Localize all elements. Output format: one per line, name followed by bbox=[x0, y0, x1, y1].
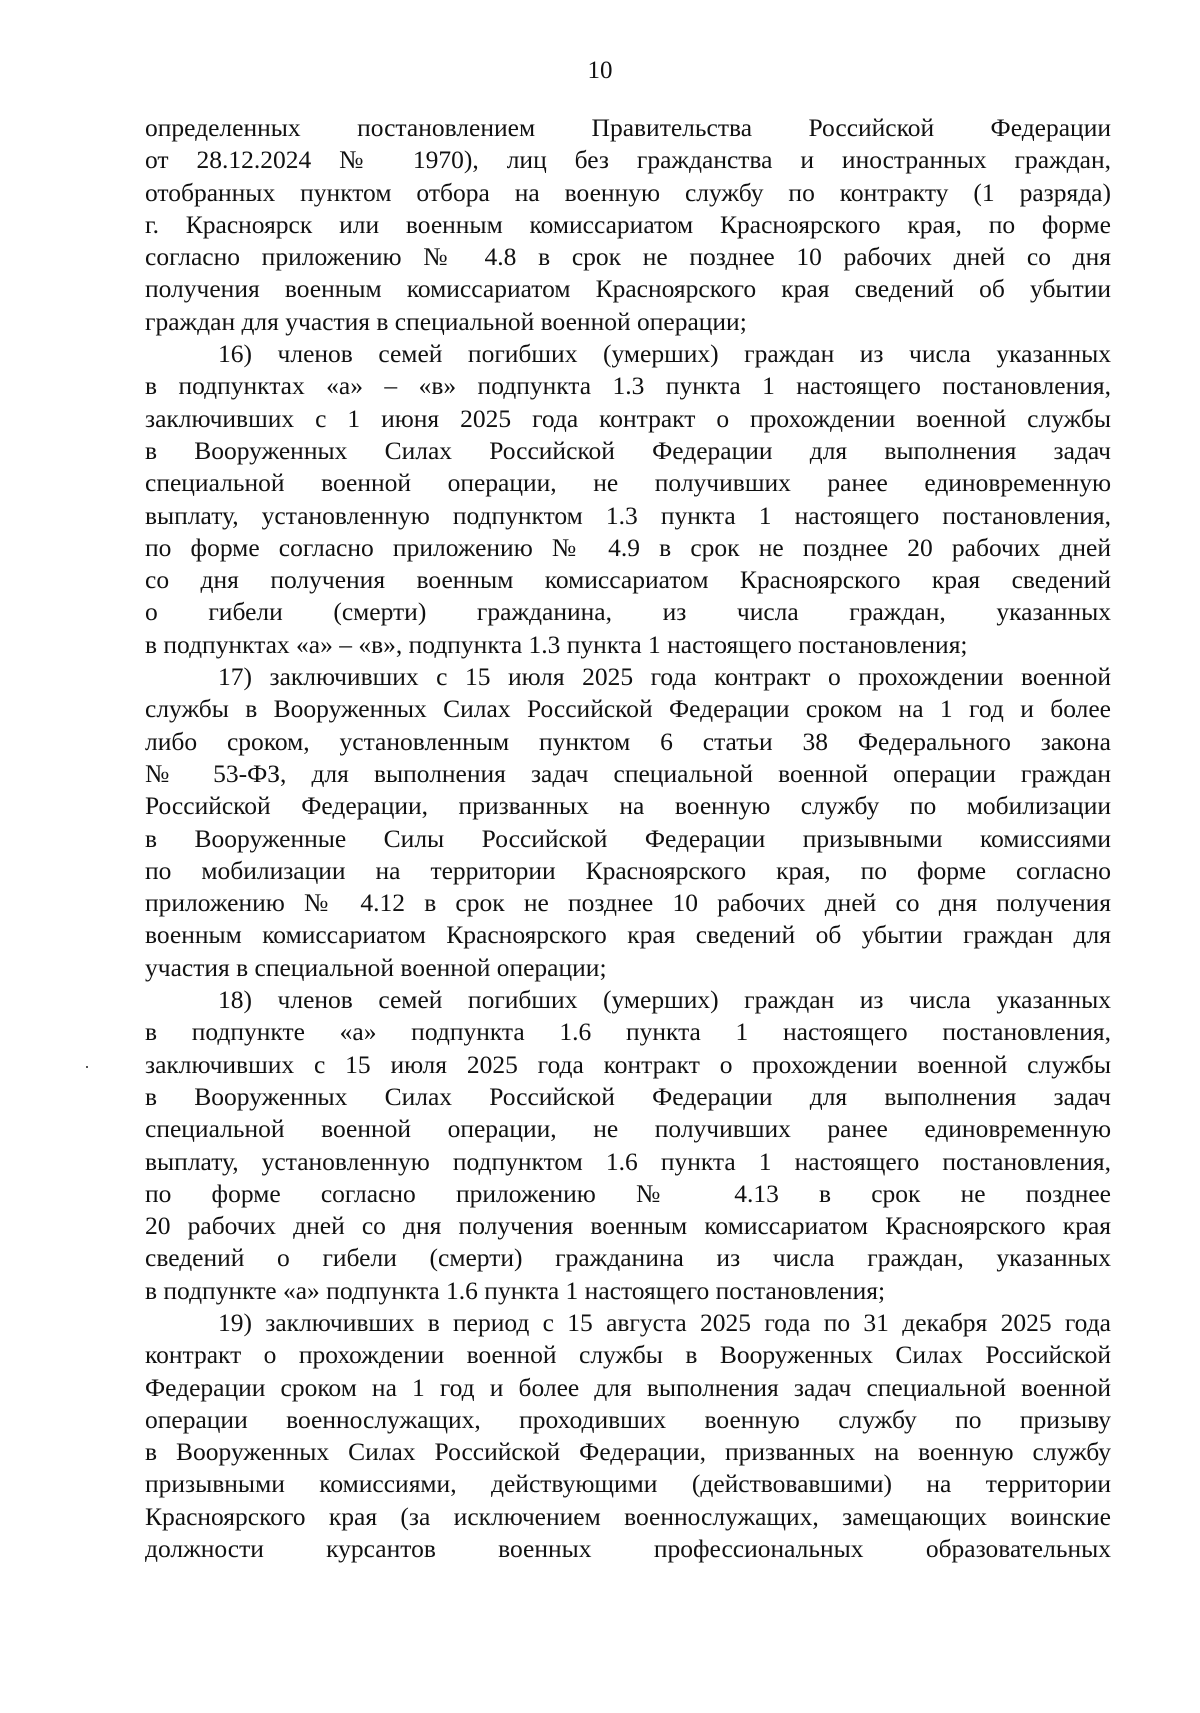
text-line: со дня получения военным комиссариатом Красноярского края сведений bbox=[145, 565, 1111, 595]
text-line: либо сроком, установленным пунктом 6 статьи 38 Федерального закона bbox=[145, 726, 1111, 756]
text-line: 19) заключивших в период с 15 августа 2025 года по 31 декабря 2025 года bbox=[218, 1307, 1111, 1337]
text-line: в подпункте «а» подпункта 1.6 пункта 1 настоящего постановления, bbox=[145, 1017, 1111, 1047]
text-line: призывными комиссиями, действующими (действовавшими) на территории bbox=[145, 1469, 1111, 1499]
text-line: контракт о прохождении военной службы в Вооруженных Силах Российской bbox=[145, 1340, 1111, 1370]
text-line: в подпунктах «а» – «в» подпункта 1.3 пункта 1 настоящего постановления, bbox=[145, 371, 1111, 401]
page-number: 10 bbox=[587, 57, 613, 84]
paragraph-item-17 bbox=[145, 661, 1111, 984]
text-line: 20 рабочих дней со дня получения военным комиссариатом Красноярского края bbox=[145, 1211, 1111, 1241]
scan-speck bbox=[86, 1066, 88, 1068]
text-line: специальной военной операции, не получивших ранее единовременную bbox=[145, 468, 1111, 498]
text-line: № 53-ФЗ, для выполнения задач специальной военной операции граждан bbox=[145, 758, 1111, 788]
text-line: в Вооруженных Силах Российской Федерации, призванных на военную службу bbox=[145, 1437, 1111, 1467]
text-line: в Вооруженных Силах Российской Федерации для выполнения задач bbox=[145, 435, 1111, 465]
document-body bbox=[145, 112, 1111, 1565]
text-line: по форме согласно приложению № 4.13 в срок не позднее bbox=[145, 1178, 1111, 1208]
text-line: Российской Федерации, призванных на военную службу по мобилизации bbox=[145, 791, 1111, 821]
text-line: от 28.12.2024 № 1970), лиц без гражданства и иностранных граждан, bbox=[145, 145, 1111, 175]
text-line: военным комиссариатом Красноярского края сведений об убытии граждан для bbox=[145, 920, 1111, 950]
paragraph-item-16 bbox=[145, 338, 1111, 661]
text-line: по мобилизации на территории Красноярского края, по форме согласно bbox=[145, 855, 1111, 885]
text-line: приложению № 4.12 в срок не позднее 10 рабочих дней со дня получения bbox=[145, 888, 1111, 918]
text-line: 17) заключивших с 15 июля 2025 года контракт о прохождении военной bbox=[218, 662, 1111, 692]
text-line: по форме согласно приложению № 4.9 в срок не позднее 20 рабочих дней bbox=[145, 532, 1111, 562]
text-line: согласно приложению № 4.8 в срок не позднее 10 рабочих дней со дня bbox=[145, 242, 1111, 272]
text-line: определенных постановлением Правительства Российской Федерации bbox=[145, 113, 1111, 142]
text-line: отобранных пунктом отбора на военную службу по контракту (1 разряда) bbox=[145, 177, 1111, 207]
paragraph-item-18 bbox=[145, 984, 1111, 1307]
text-line: заключивших с 1 июня 2025 года контракт о прохождении военной службы bbox=[145, 403, 1111, 433]
text-line: 16) членов семей погибших (умерших) граждан из числа указанных bbox=[218, 339, 1111, 369]
text-line: выплату, установленную подпунктом 1.3 пункта 1 настоящего постановления, bbox=[145, 500, 1111, 530]
text-line: специальной военной операции, не получивших ранее единовременную bbox=[145, 1114, 1111, 1144]
paragraph-item-19 bbox=[145, 1307, 1111, 1565]
text-line: 18) членов семей погибших (умерших) граждан из числа указанных bbox=[218, 985, 1111, 1015]
text-line: Красноярского края (за исключением военнослужащих, замещающих воинские bbox=[145, 1501, 1111, 1531]
text-line: выплату, установленную подпунктом 1.6 пункта 1 настоящего постановления, bbox=[145, 1146, 1111, 1176]
text-line: службы в Вооруженных Силах Российской Федерации сроком на 1 год и более bbox=[145, 694, 1111, 724]
text-line: получения военным комиссариатом Красноярского края сведений об убытии bbox=[145, 274, 1111, 304]
text-line: о гибели (смерти) гражданина, из числа граждан, указанных bbox=[145, 597, 1111, 627]
text-line: г. Красноярск или военным комиссариатом Красноярского края, по форме bbox=[145, 209, 1111, 239]
text-line: в подпунктах «а» – «в», подпункта 1.3 пункта 1 настоящего постановления; bbox=[145, 629, 968, 659]
text-line: в Вооруженных Силах Российской Федерации для выполнения задач bbox=[145, 1081, 1111, 1111]
text-line: должности курсантов военных профессиональных образовательных bbox=[145, 1534, 1111, 1564]
text-line: Федерации сроком на 1 год и более для выполнения задач специальной военной bbox=[145, 1372, 1111, 1402]
text-line: граждан для участия в специальной военной операции; bbox=[145, 306, 747, 336]
text-line: заключивших с 15 июля 2025 года контракт о прохождении военной службы bbox=[145, 1049, 1111, 1079]
text-line: сведений о гибели (смерти) гражданина из числа граждан, указанных bbox=[145, 1243, 1111, 1273]
text-line: участия в специальной военной операции; bbox=[145, 952, 607, 982]
text-line: в Вооруженные Силы Российской Федерации призывными комиссиями bbox=[145, 823, 1111, 853]
text-line: операции военнослужащих, проходивших военную службу по призыву bbox=[145, 1404, 1111, 1434]
paragraph-continuation bbox=[145, 112, 1111, 338]
text-line: в подпункте «а» подпункта 1.6 пункта 1 настоящего постановления; bbox=[145, 1275, 886, 1305]
